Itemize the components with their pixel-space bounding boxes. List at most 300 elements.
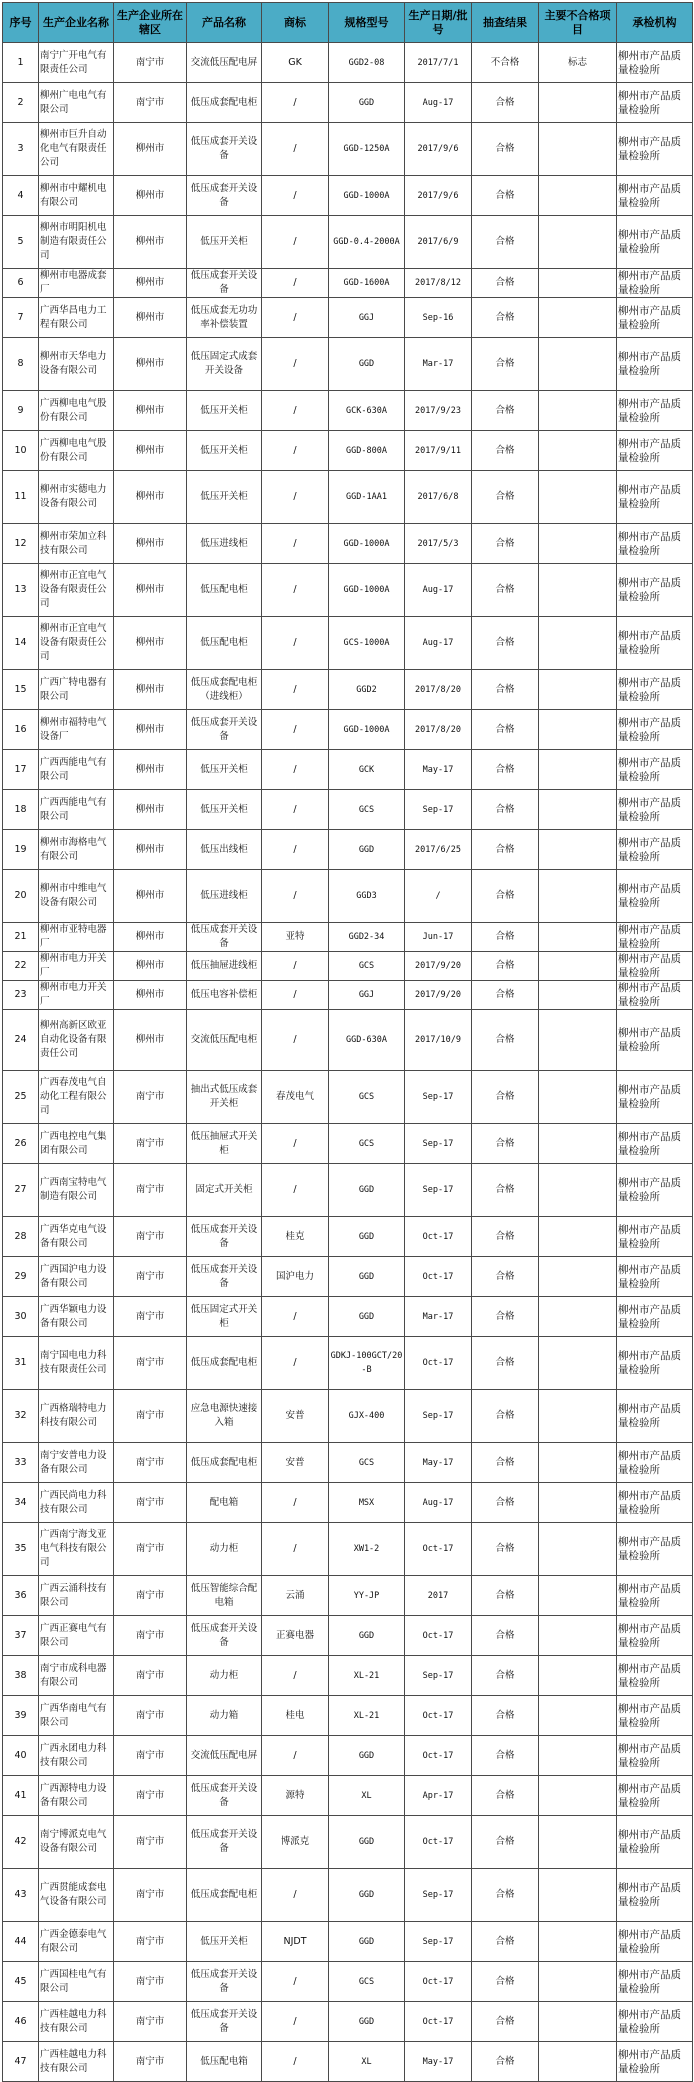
cell-no: 22 [3,952,39,981]
cell-product: 低压固定式成套开关设备 [187,338,262,391]
cell-result: 合格 [472,1297,539,1337]
table-row [3,1124,693,1164]
table-row [3,670,693,710]
cell-company: 南宁博派克电气设备有限公司 [39,1816,114,1869]
cell-no: 25 [3,1071,39,1124]
header-area: 生产企业所在辖区 [114,3,187,43]
cell-product: 低压抽屉进线柜 [187,952,262,981]
cell-area: 柳州市 [114,216,187,269]
cell-spec: GGD-1250A [329,123,405,176]
cell-date: Apr-17 [405,1776,472,1816]
cell-no: 27 [3,1164,39,1217]
cell-product: 低压成套开关设备 [187,1962,262,2002]
cell-area: 柳州市 [114,830,187,870]
cell-product: 低压成套开关设备 [187,123,262,176]
cell-no: 16 [3,710,39,750]
cell-no: 47 [3,2042,39,2082]
cell-result: 合格 [472,670,539,710]
cell-org: 柳州市产品质量检验所 [617,830,693,870]
cell-brand: / [262,216,329,269]
cell-area: 南宁市 [114,1443,187,1483]
cell-brand: / [262,1483,329,1523]
cell-org: 柳州市产品质量检验所 [617,1443,693,1483]
cell-date: Sep-17 [405,1124,472,1164]
cell-product: 配电箱 [187,1483,262,1523]
cell-result: 合格 [472,216,539,269]
cell-company: 南宁广开电气有限责任公司 [39,43,114,83]
cell-result: 合格 [472,1922,539,1962]
cell-company: 柳州市中维电气设备有限公司 [39,870,114,923]
cell-date: Sep-17 [405,790,472,830]
table-row [3,123,693,176]
inspection-table [2,2,693,2082]
cell-area: 南宁市 [114,1576,187,1616]
cell-fail-item [539,1616,617,1656]
cell-org: 柳州市产品质量检验所 [617,1776,693,1816]
cell-org: 柳州市产品质量检验所 [617,790,693,830]
cell-no: 15 [3,670,39,710]
table-row [3,269,693,298]
cell-fail-item [539,2042,617,2082]
cell-org: 柳州市产品质量检验所 [617,2042,693,2082]
cell-org: 柳州市产品质量检验所 [617,431,693,471]
cell-brand: / [262,750,329,790]
cell-org: 柳州市产品质量检验所 [617,1071,693,1124]
table-row [3,471,693,524]
cell-brand: 源特 [262,1776,329,1816]
table-row [3,750,693,790]
cell-brand: / [262,391,329,431]
cell-product: 低压配电柜 [187,617,262,670]
cell-fail-item: 标志 [539,43,617,83]
table-row [3,1071,693,1124]
cell-date: Oct-17 [405,1736,472,1776]
cell-org: 柳州市产品质量检验所 [617,1257,693,1297]
cell-company: 广西民尚电力科技有限公司 [39,1483,114,1523]
table-row [3,1576,693,1616]
cell-no: 3 [3,123,39,176]
cell-spec: GGD2-08 [329,43,405,83]
cell-no: 40 [3,1736,39,1776]
cell-spec: GGD-630A [329,1010,405,1071]
cell-product: 低压进线柜 [187,870,262,923]
cell-area: 南宁市 [114,1962,187,2002]
cell-no: 39 [3,1696,39,1736]
table-row [3,1656,693,1696]
cell-org: 柳州市产品质量检验所 [617,2002,693,2042]
cell-product: 低压成套开关设备 [187,710,262,750]
cell-fail-item [539,1443,617,1483]
cell-company: 广西南宝特电气制造有限公司 [39,1164,114,1217]
header-brand: 商标 [262,3,329,43]
cell-result: 合格 [472,564,539,617]
cell-company: 柳州市亚特电器厂 [39,923,114,952]
cell-date: Sep-17 [405,1922,472,1962]
table-row [3,617,693,670]
cell-product: 应急电源快速接入箱 [187,1390,262,1443]
cell-company: 柳州市明阳机电制造有限责任公司 [39,216,114,269]
cell-company: 广西华南电气有限公司 [39,1696,114,1736]
cell-brand: 桂电 [262,1696,329,1736]
cell-result: 合格 [472,1776,539,1816]
cell-brand: / [262,176,329,216]
cell-result: 合格 [472,1962,539,2002]
cell-product: 低压进线柜 [187,524,262,564]
table-row [3,391,693,431]
cell-fail-item [539,1962,617,2002]
cell-date: Aug-17 [405,564,472,617]
cell-result: 合格 [472,1257,539,1297]
cell-result: 合格 [472,1869,539,1922]
cell-area: 南宁市 [114,1164,187,1217]
cell-company: 广西桂越电力科技有限公司 [39,2042,114,2082]
table-row [3,1217,693,1257]
cell-result: 合格 [472,1217,539,1257]
cell-fail-item [539,1869,617,1922]
cell-result: 合格 [472,123,539,176]
cell-fail-item [539,123,617,176]
table-row [3,981,693,1010]
cell-brand: / [262,981,329,1010]
cell-date: 2017/9/6 [405,176,472,216]
cell-no: 36 [3,1576,39,1616]
cell-org: 柳州市产品质量检验所 [617,1164,693,1217]
cell-brand: / [262,870,329,923]
cell-fail-item [539,952,617,981]
cell-product: 低压成套配电柜 [187,1443,262,1483]
cell-brand: / [262,2042,329,2082]
cell-org: 柳州市产品质量检验所 [617,617,693,670]
table-row [3,1297,693,1337]
cell-company: 广西柳电电气股份有限公司 [39,391,114,431]
table-row [3,43,693,83]
cell-no: 26 [3,1124,39,1164]
cell-date: Aug-17 [405,83,472,123]
table-row [3,1816,693,1869]
cell-area: 南宁市 [114,1337,187,1390]
cell-company: 广西永团电力科技有限公司 [39,1736,114,1776]
cell-brand: 安普 [262,1443,329,1483]
cell-org: 柳州市产品质量检验所 [617,338,693,391]
cell-org: 柳州市产品质量检验所 [617,1010,693,1071]
cell-spec: GGD2 [329,670,405,710]
cell-company: 南宁国电电力科技有限责任公司 [39,1337,114,1390]
cell-fail-item [539,1656,617,1696]
cell-fail-item [539,1337,617,1390]
cell-area: 南宁市 [114,83,187,123]
cell-spec: GGD [329,2002,405,2042]
cell-brand: / [262,1869,329,1922]
table-row [3,1616,693,1656]
cell-date: Oct-17 [405,1962,472,2002]
cell-fail-item [539,1257,617,1297]
cell-company: 广西柳电电气股份有限公司 [39,431,114,471]
cell-brand: / [262,298,329,338]
cell-org: 柳州市产品质量检验所 [617,1576,693,1616]
cell-brand: 云涌 [262,1576,329,1616]
cell-date: Jun-17 [405,923,472,952]
cell-spec: XL [329,2042,405,2082]
cell-company: 广西桂越电力科技有限公司 [39,2002,114,2042]
table-row [3,1869,693,1922]
cell-org: 柳州市产品质量检验所 [617,1124,693,1164]
cell-org: 柳州市产品质量检验所 [617,981,693,1010]
cell-no: 6 [3,269,39,298]
cell-org: 柳州市产品质量检验所 [617,216,693,269]
cell-brand: / [262,1124,329,1164]
cell-result: 合格 [472,981,539,1010]
cell-date: Sep-17 [405,1656,472,1696]
cell-date: Sep-17 [405,1869,472,1922]
cell-brand: / [262,1010,329,1071]
cell-product: 低压开关柜 [187,216,262,269]
cell-result: 合格 [472,176,539,216]
cell-brand: 正赛电器 [262,1616,329,1656]
cell-date: May-17 [405,1443,472,1483]
cell-product: 低压抽屉式开关柜 [187,1124,262,1164]
cell-org: 柳州市产品质量检验所 [617,1297,693,1337]
cell-spec: GCS [329,790,405,830]
cell-area: 柳州市 [114,710,187,750]
cell-result: 合格 [472,391,539,431]
cell-area: 南宁市 [114,1736,187,1776]
cell-fail-item [539,216,617,269]
cell-no: 42 [3,1816,39,1869]
cell-area: 南宁市 [114,43,187,83]
cell-date: Sep-17 [405,1390,472,1443]
table-row [3,176,693,216]
cell-date: Oct-17 [405,1696,472,1736]
cell-date: Mar-17 [405,338,472,391]
table-row [3,1164,693,1217]
cell-org: 柳州市产品质量检验所 [617,870,693,923]
header-fail-item: 主要不合格项目 [539,3,617,43]
cell-product: 低压开关柜 [187,471,262,524]
cell-product: 低压成套开关设备 [187,2002,262,2042]
cell-no: 24 [3,1010,39,1071]
cell-product: 交流低压配电屏 [187,1736,262,1776]
cell-org: 柳州市产品质量检验所 [617,43,693,83]
cell-fail-item [539,1164,617,1217]
cell-fail-item [539,981,617,1010]
cell-company: 广西西能电气有限公司 [39,790,114,830]
cell-spec: GGD2-34 [329,923,405,952]
cell-company: 柳州市电器成套厂 [39,269,114,298]
cell-product: 交流低压配电柜 [187,1010,262,1071]
cell-no: 7 [3,298,39,338]
cell-no: 33 [3,1443,39,1483]
cell-spec: GGD [329,1869,405,1922]
cell-date: Sep-16 [405,298,472,338]
cell-org: 柳州市产品质量检验所 [617,750,693,790]
cell-area: 柳州市 [114,176,187,216]
table-row [3,564,693,617]
cell-fail-item [539,471,617,524]
cell-product: 低压电容补偿柜 [187,981,262,1010]
cell-fail-item [539,1776,617,1816]
cell-fail-item [539,1696,617,1736]
cell-company: 柳州市电力开关厂 [39,952,114,981]
cell-result: 合格 [472,1390,539,1443]
cell-date: 2017/8/20 [405,710,472,750]
cell-spec: GGD [329,1922,405,1962]
cell-product: 固定式开关柜 [187,1164,262,1217]
cell-no: 41 [3,1776,39,1816]
cell-company: 柳州市正宜电气设备有限责任公司 [39,564,114,617]
cell-product: 低压开关柜 [187,431,262,471]
cell-result: 合格 [472,1124,539,1164]
cell-spec: GGD [329,1736,405,1776]
cell-result: 合格 [472,524,539,564]
cell-company: 柳州市荣加立科技有限公司 [39,524,114,564]
cell-date: May-17 [405,2042,472,2082]
cell-date: May-17 [405,750,472,790]
table-row [3,298,693,338]
cell-org: 柳州市产品质量检验所 [617,1696,693,1736]
table-row [3,1962,693,2002]
cell-brand: 桂克 [262,1217,329,1257]
cell-brand: / [262,1736,329,1776]
cell-result: 合格 [472,1071,539,1124]
cell-company: 柳州高新区欧亚自动化设备有限责任公司 [39,1010,114,1071]
cell-product: 动力柜 [187,1656,262,1696]
cell-company: 广西国沪电力设备有限公司 [39,1257,114,1297]
cell-result: 合格 [472,830,539,870]
cell-area: 南宁市 [114,1922,187,1962]
cell-date: 2017/7/1 [405,43,472,83]
cell-product: 低压出线柜 [187,830,262,870]
cell-area: 南宁市 [114,1390,187,1443]
cell-area: 柳州市 [114,524,187,564]
cell-product: 低压开关柜 [187,790,262,830]
cell-result: 合格 [472,1010,539,1071]
cell-date: Sep-17 [405,1071,472,1124]
cell-spec: GGD-1AA1 [329,471,405,524]
cell-spec: GGD [329,83,405,123]
cell-brand: / [262,2002,329,2042]
header-result: 抽查结果 [472,3,539,43]
cell-org: 柳州市产品质量检验所 [617,1922,693,1962]
table-row [3,1523,693,1576]
cell-product: 低压成套开关设备 [187,1616,262,1656]
cell-no: 32 [3,1390,39,1443]
header-company: 生产企业名称 [39,3,114,43]
cell-result: 合格 [472,1164,539,1217]
cell-spec: MSX [329,1483,405,1523]
cell-result: 合格 [472,710,539,750]
cell-fail-item [539,298,617,338]
cell-date: 2017/6/9 [405,216,472,269]
cell-date: 2017/6/8 [405,471,472,524]
cell-area: 南宁市 [114,1869,187,1922]
cell-fail-item [539,1736,617,1776]
cell-spec: GGD-1000A [329,176,405,216]
cell-company: 南宁安普电力设备有限公司 [39,1443,114,1483]
cell-no: 20 [3,870,39,923]
cell-brand: / [262,1337,329,1390]
cell-brand: GK [262,43,329,83]
cell-area: 柳州市 [114,790,187,830]
cell-area: 南宁市 [114,1483,187,1523]
header-product: 产品名称 [187,3,262,43]
cell-spec: GGD-1600A [329,269,405,298]
cell-area: 南宁市 [114,1297,187,1337]
cell-date: 2017/9/23 [405,391,472,431]
header-no: 序号 [3,3,39,43]
cell-company: 柳州市正宜电气设备有限责任公司 [39,617,114,670]
cell-fail-item [539,1576,617,1616]
cell-area: 柳州市 [114,564,187,617]
cell-result: 合格 [472,1816,539,1869]
cell-no: 9 [3,391,39,431]
cell-area: 南宁市 [114,1257,187,1297]
cell-fail-item [539,830,617,870]
cell-result: 合格 [472,923,539,952]
cell-area: 柳州市 [114,391,187,431]
cell-product: 低压开关柜 [187,1922,262,1962]
cell-spec: GGD [329,1217,405,1257]
cell-spec: GGD [329,830,405,870]
cell-area: 南宁市 [114,1124,187,1164]
table-row [3,952,693,981]
cell-no: 2 [3,83,39,123]
cell-spec: GCS-1000A [329,617,405,670]
cell-product: 低压开关柜 [187,750,262,790]
cell-no: 38 [3,1656,39,1696]
cell-fail-item [539,710,617,750]
cell-area: 柳州市 [114,670,187,710]
cell-product: 低压配电柜 [187,564,262,617]
cell-result: 合格 [472,1736,539,1776]
cell-no: 45 [3,1962,39,2002]
table-row [3,431,693,471]
table-row [3,1257,693,1297]
table-row [3,216,693,269]
table-row [3,338,693,391]
cell-no: 10 [3,431,39,471]
cell-date: 2017/6/25 [405,830,472,870]
cell-no: 28 [3,1217,39,1257]
table-body [3,43,693,2082]
cell-brand: / [262,471,329,524]
cell-fail-item [539,1523,617,1576]
cell-result: 合格 [472,1443,539,1483]
cell-spec: GGD-800A [329,431,405,471]
cell-area: 南宁市 [114,1656,187,1696]
cell-product: 低压成套配电柜 [187,1869,262,1922]
cell-brand: / [262,1523,329,1576]
cell-fail-item [539,1071,617,1124]
cell-org: 柳州市产品质量检验所 [617,471,693,524]
cell-product: 低压开关柜 [187,391,262,431]
cell-date: Oct-17 [405,1217,472,1257]
cell-spec: GCS [329,1962,405,2002]
cell-company: 广西正赛电气有限公司 [39,1616,114,1656]
cell-brand: / [262,269,329,298]
cell-spec: GGD-0.4-2000A [329,216,405,269]
cell-no: 29 [3,1257,39,1297]
cell-spec: GGJ [329,981,405,1010]
cell-brand: 春茂电气 [262,1071,329,1124]
cell-company: 广西华克电气设备有限公司 [39,1217,114,1257]
table-row [3,790,693,830]
cell-brand: 博派克 [262,1816,329,1869]
cell-company: 广西贯能成套电气设备有限公司 [39,1869,114,1922]
cell-brand: / [262,1656,329,1696]
cell-company: 南宁市成科电器有限公司 [39,1656,114,1696]
cell-no: 35 [3,1523,39,1576]
cell-brand: / [262,670,329,710]
